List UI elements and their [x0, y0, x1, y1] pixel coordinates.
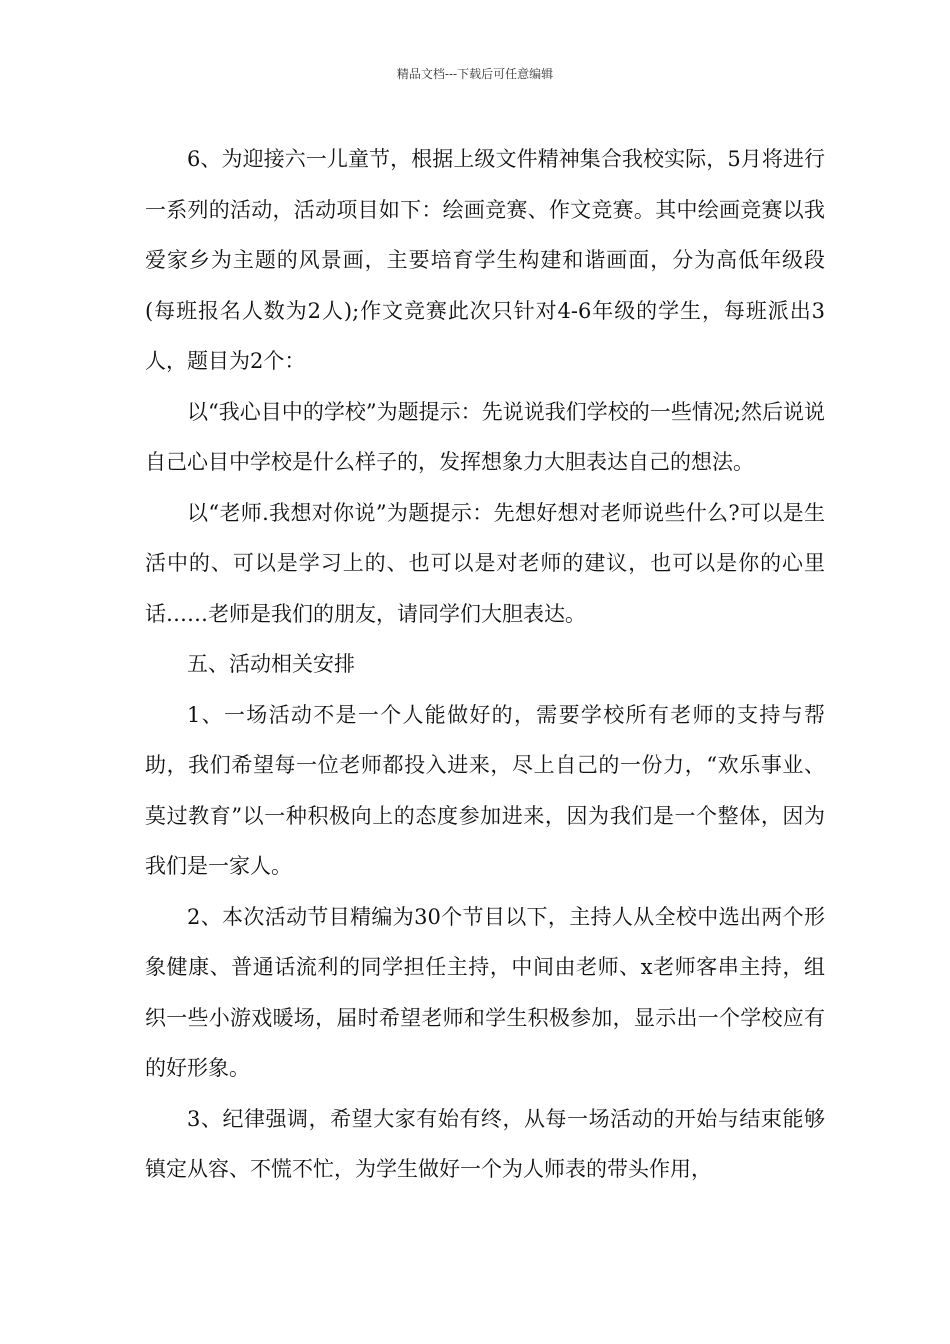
document-body — [145, 134, 825, 1195]
paragraph-arrangement-3: 3、纪律强调，希望大家有始有终，从每一场活动的开始与结束能够镇定从容、不慌不忙，为学生做好一个为人师表的带头作用， — [145, 1106, 825, 1181]
page-header: 精品文档---下载后可任意编辑 — [396, 67, 554, 81]
paragraph-arrangement-2: 2、本次活动节目精编为30个节目以下，主持人从全校中选出两个形象健康、普通话流利的同学担任主持，中间由老师、x老师客串主持，组织一些小游戏暖场，届时希望老师和学生积极参加，显示出一个学校应有的好形象。 — [145, 904, 825, 1080]
section-heading-arrangements: 五、活动相关安排 — [187, 652, 355, 676]
paragraph-essay-topic-school: 以“我心目中的学校”为题提示：先说说我们学校的一些情况;然后说说自己心目中学校是什么样子的，发挥想象力大胆表达自己的想法。 — [145, 399, 825, 474]
paragraph-arrangement-1: 1、一场活动不是一个人能做好的，需要学校所有老师的支持与帮助，我们希望每一位老师都投入进来，尽上自己的一份力，“欢乐事业、莫过教育”以一种积极向上的态度参加进来，因为我们是一个整体，因为我们是一家人。 — [145, 702, 825, 878]
paragraph-essay-topic-teacher: 以“老师.我想对你说”为题提示：先想好想对老师说些什么?可以是生活中的、可以是学习上的、也可以是对老师的建议，也可以是你的心里话……老师是我们的朋友，请同学们大胆表达。 — [145, 500, 825, 626]
paragraph-activity-items: 6、为迎接六一儿童节，根据上级文件精神集合我校实际，5月将进行一系列的活动，活动项目如下：绘画竞赛、作文竞赛。其中绘画竞赛以我爱家乡为主题的风景画，主要培育学生构建和谐画面，分为高低年级段(每班报名人数为2人);作文竞赛此次只针对4-6年级的学生，每班派出3人，题目为2个： — [145, 147, 825, 373]
